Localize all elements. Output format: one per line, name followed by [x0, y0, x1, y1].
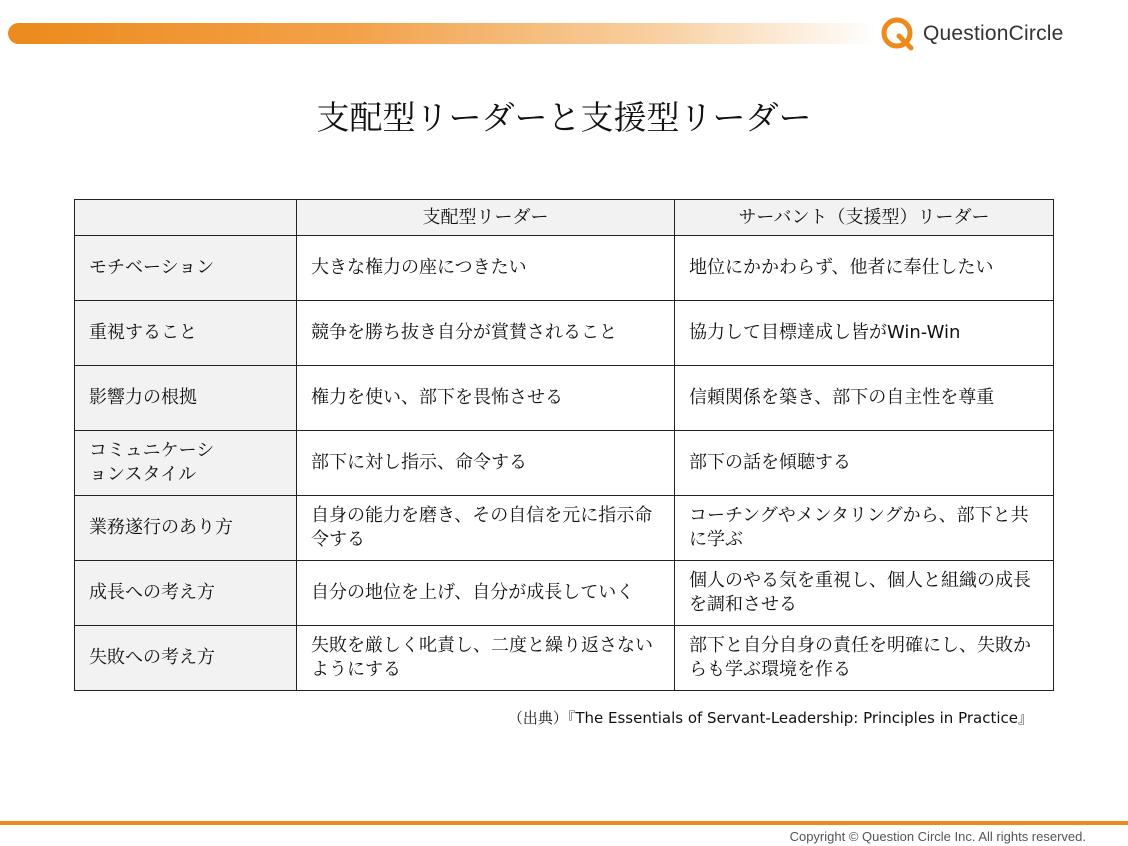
header-gradient-bar: [8, 23, 878, 44]
dominant-cell: 権力を使い、部下を畏怖させる: [297, 366, 675, 431]
header-cell-servant: サーバント（支援型）リーダー: [675, 200, 1054, 236]
servant-cell: 個人のやる気を重視し、個人と組織の成長を調和させる: [675, 561, 1054, 626]
brand-logo: [881, 16, 1064, 52]
dominant-cell: 部下に対し指示、命令する: [297, 431, 675, 496]
row-label: 影響力の根拠: [75, 366, 297, 431]
source-citation: （出典）『The Essentials of Servant-Leadership: Principles in Practice』: [507, 709, 1033, 727]
row-label: 成長への考え方: [75, 561, 297, 626]
table-row: [75, 626, 1054, 691]
table-row: [75, 431, 1054, 496]
servant-cell: コーチングやメンタリングから、部下と共に学ぶ: [675, 496, 1054, 561]
row-label: 失敗への考え方: [75, 626, 297, 691]
table-row: [75, 496, 1054, 561]
header-cell-empty: [75, 200, 297, 236]
servant-cell: 部下の話を傾聴する: [675, 431, 1054, 496]
brand-name: QuestionCircle: [923, 22, 1064, 45]
dominant-cell: 大きな権力の座につきたい: [297, 236, 675, 301]
servant-cell: 部下と自分自身の責任を明確にし、失敗からも学ぶ環境を作る: [675, 626, 1054, 691]
table-row: [75, 366, 1054, 431]
row-label: 重視すること: [75, 301, 297, 366]
copyright-text: Copyright © Question Circle Inc. All rights reserved.: [789, 829, 1086, 844]
table-header-row: [75, 200, 1054, 236]
table-row: [75, 236, 1054, 301]
row-label: モチベーション: [75, 236, 297, 301]
footer-rule: [0, 821, 1128, 825]
comparison-table: [74, 199, 1054, 691]
dominant-cell: 競争を勝ち抜き自分が賞賛されること: [297, 301, 675, 366]
row-label: 業務遂行のあり方: [75, 496, 297, 561]
row-label: コミュニケーションスタイル: [75, 431, 297, 496]
table-row: [75, 561, 1054, 626]
dominant-cell: 自分の地位を上げ、自分が成長していく: [297, 561, 675, 626]
servant-cell: 協力して目標達成し皆がWin-Win: [675, 301, 1054, 366]
dominant-cell: 失敗を厳しく叱責し、二度と繰り返さないようにする: [297, 626, 675, 691]
servant-cell: 信頼関係を築き、部下の自主性を尊重: [675, 366, 1054, 431]
header-cell-dominant: 支配型リーダー: [297, 200, 675, 236]
dominant-cell: 自身の能力を磨き、その自信を元に指示命令する: [297, 496, 675, 561]
q-circle-icon: [881, 17, 915, 51]
slide-title: 支配型リーダーと支援型リーダー: [316, 98, 812, 137]
table-row: [75, 301, 1054, 366]
servant-cell: 地位にかかわらず、他者に奉仕したい: [675, 236, 1054, 301]
